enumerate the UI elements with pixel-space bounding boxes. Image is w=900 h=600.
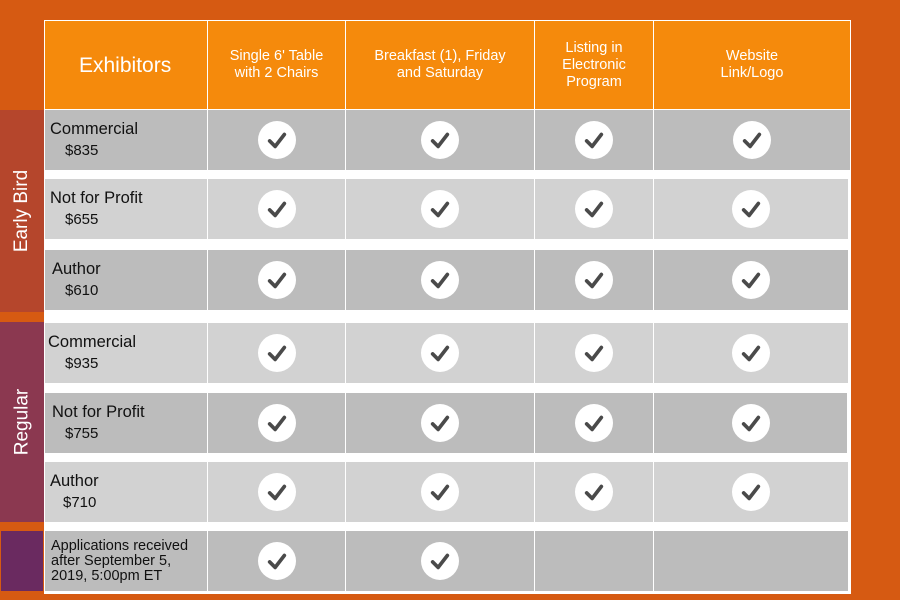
late-application-note: Applications received after September 5, 2019, 5:00pm ET: [51, 537, 189, 584]
check-circle-icon: [258, 404, 296, 442]
check-circle-icon: [732, 473, 770, 511]
breakfast-cell: [346, 323, 534, 383]
check-circle-icon: [421, 542, 459, 580]
header-breakfast: [346, 21, 534, 109]
check-circle-icon: [258, 473, 296, 511]
exhibitor-price: $935: [65, 355, 99, 372]
breakfast-cell: [346, 250, 534, 310]
exhibitor-price: $835: [65, 142, 99, 159]
website-logo-cell: [654, 179, 848, 239]
table-chairs-cell: [208, 531, 345, 591]
check-circle-icon: [732, 334, 770, 372]
check-circle-icon: [258, 121, 296, 159]
early-bird-band: [0, 110, 44, 312]
table-chairs-cell: [208, 179, 345, 239]
exhibitor-price: $710: [63, 494, 97, 511]
website-logo-cell: [654, 110, 850, 170]
check-circle-icon: [421, 190, 459, 228]
header-exhibitors: [45, 21, 207, 109]
header-website-logo-text: Website Link/Logo: [720, 48, 784, 81]
exhibitor-name: Author: [50, 472, 99, 490]
header-exhibitors-text: Exhibitors: [79, 53, 172, 77]
check-circle-icon: [421, 121, 459, 159]
check-circle-icon: [575, 473, 613, 511]
website-logo-cell: [654, 462, 848, 522]
website-logo-cell: [654, 393, 847, 453]
exhibitor-name: Not for Profit: [52, 403, 145, 421]
check-circle-icon: [575, 190, 613, 228]
row-label: [45, 462, 207, 522]
late-band: [1, 531, 43, 591]
breakfast-cell: [346, 179, 534, 239]
electronic-program-cell: [535, 323, 653, 383]
regular-band: [0, 322, 44, 522]
row-label: [45, 323, 207, 383]
exhibitor-price: $610: [65, 282, 99, 299]
exhibitor-price: $755: [65, 425, 99, 442]
exhibitor-name: Author: [52, 260, 101, 278]
table-chairs-cell: [208, 250, 345, 310]
electronic-program-cell: [535, 110, 653, 170]
row-label: [45, 531, 207, 591]
website-logo-cell: [654, 531, 848, 591]
row-label: [45, 110, 207, 170]
row-label: [45, 179, 207, 239]
website-logo-cell: [654, 250, 848, 310]
check-circle-icon: [258, 261, 296, 299]
check-circle-icon: [421, 261, 459, 299]
electronic-program-cell: [535, 179, 653, 239]
electronic-program-cell: [535, 393, 653, 453]
breakfast-cell: [346, 531, 534, 591]
early-bird-label: Early Bird: [11, 169, 33, 253]
check-circle-icon: [421, 473, 459, 511]
header-electronic-program: [535, 21, 653, 109]
exhibitor-name: Commercial: [50, 120, 139, 138]
check-circle-icon: [575, 404, 613, 442]
header-electronic-program-text: Listing in Electronic Program: [562, 39, 626, 90]
electronic-program-cell: [535, 531, 653, 591]
exhibitor-name: Not for Profit: [50, 189, 143, 207]
check-circle-icon: [575, 121, 613, 159]
check-circle-icon: [575, 261, 613, 299]
exhibitor-price: $655: [65, 211, 99, 228]
check-circle-icon: [732, 190, 770, 228]
electronic-program-cell: [535, 250, 653, 310]
table-chairs-cell: [208, 462, 345, 522]
row-label: [45, 393, 207, 453]
breakfast-cell: [346, 110, 534, 170]
header-breakfast-text: Breakfast (1), Friday and Saturday: [374, 48, 506, 81]
electronic-program-cell: [535, 462, 653, 522]
website-logo-cell: [654, 323, 848, 383]
header-website-logo: [654, 21, 850, 109]
check-circle-icon: [732, 261, 770, 299]
header-table-chairs-text: Single 6' Table with 2 Chairs: [229, 48, 324, 81]
check-circle-icon: [733, 121, 771, 159]
check-circle-icon: [421, 334, 459, 372]
check-circle-icon: [258, 334, 296, 372]
check-circle-icon: [258, 542, 296, 580]
check-circle-icon: [421, 404, 459, 442]
check-circle-icon: [258, 190, 296, 228]
table-chairs-cell: [208, 393, 345, 453]
table-chairs-cell: [208, 323, 345, 383]
exhibitor-name: Commercial: [48, 333, 137, 351]
table-frame: [44, 20, 851, 594]
table-chairs-cell: [208, 110, 345, 170]
breakfast-cell: [346, 393, 534, 453]
breakfast-cell: [346, 462, 534, 522]
check-circle-icon: [732, 404, 770, 442]
check-circle-icon: [575, 334, 613, 372]
regular-label: Regular: [11, 388, 33, 456]
header-table-chairs: [208, 21, 345, 109]
row-label: [45, 250, 207, 310]
